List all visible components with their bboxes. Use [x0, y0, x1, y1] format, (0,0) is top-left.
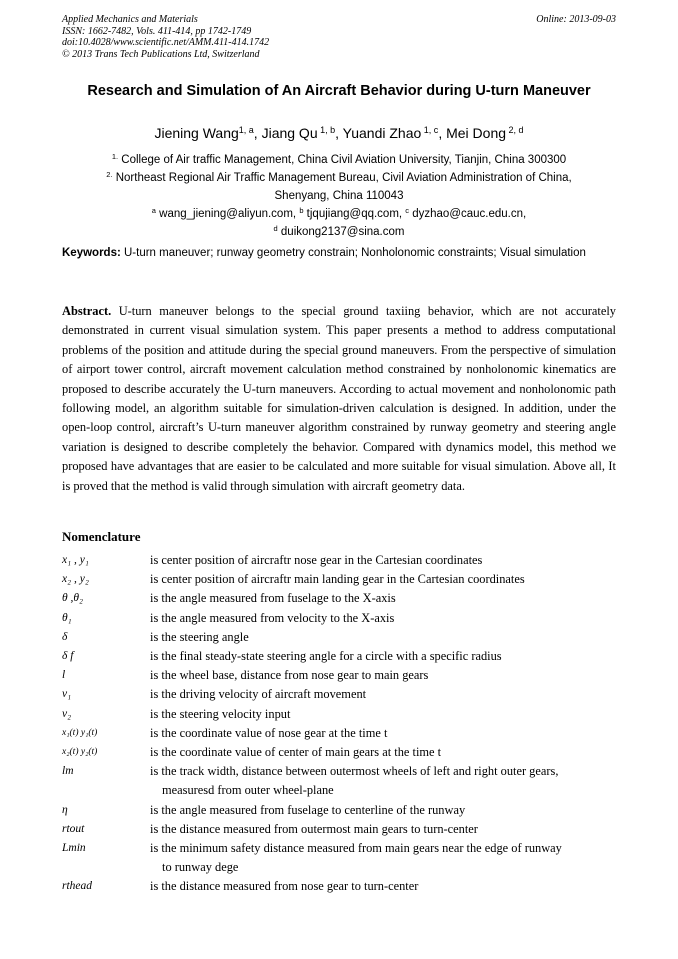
nomenclature-symbol: η [62, 803, 68, 816]
nomenclature-description-text: is the angle measured from fuselage to centerline of the runway [150, 802, 466, 817]
nomenclature-description-text: is the steering velocity input [150, 706, 291, 721]
nomenclature-description-text: is the track width, distance between outermost wheels of left and right outer gears, [150, 764, 559, 779]
nomenclature-row [62, 609, 616, 628]
nomenclature-description [150, 705, 616, 724]
nomenclature-description-text: is the distance measured from nose gear to turn-center [150, 879, 419, 894]
email-address: dyzhao@cauc.edu.cn, [409, 208, 527, 220]
nomenclature-symbol: x₁ , y₁ [62, 554, 89, 566]
nomenclature-description-text: is the coordinate value of center of main gears at the time t [150, 745, 442, 760]
nomenclature-description-text: is the angle measured from velocity to the X-axis [150, 610, 395, 625]
nomenclature-row [62, 762, 616, 800]
author-separator: , [335, 125, 343, 141]
journal-name: Applied Mechanics and Materials [62, 14, 198, 25]
nomenclature-description [150, 724, 616, 743]
nomenclature-symbol: θ ,θ₂ [62, 592, 84, 605]
nomenclature-heading: Nomenclature [62, 529, 141, 544]
author-name: Mei Dong [446, 125, 507, 141]
doi-line: doi:10.4028/www.scientific.net/AMM.411-414.1742 [62, 37, 270, 48]
email-mark: d [273, 224, 278, 233]
nomenclature-description-continuation: measuresd from outer wheel-plane [162, 783, 334, 798]
email-address: wang_jiening@aliyun.com, [155, 208, 300, 220]
nomenclature-row [62, 589, 616, 608]
nomenclature-symbol: rthead [62, 880, 93, 893]
nomenclature-symbol: x₁(t) y₁(t) [62, 727, 98, 738]
email-address: tjqujiang@qq.com, [303, 208, 406, 220]
nomenclature-description [150, 589, 616, 608]
nomenclature-list [62, 551, 616, 897]
author-affiliation-mark: 1, a [238, 125, 254, 135]
nomenclature-description-continuation: to runway dege [162, 860, 239, 875]
nomenclature-description-text: is center position of aircraftr main landing gear in the Cartesian coordinates [150, 572, 525, 587]
nomenclature-description [150, 685, 616, 704]
nomenclature-description-text: is the final steady-state steering angle for a circle with a specific radius [150, 649, 502, 664]
nomenclature-row [62, 820, 616, 839]
nomenclature-description [150, 666, 616, 685]
affiliation-2 [62, 169, 616, 187]
nomenclature-symbol: lm [62, 765, 74, 778]
affiliation-1 [62, 151, 616, 169]
publication-header [62, 14, 616, 60]
author-name: Yuandi Zhao [342, 125, 422, 141]
nomenclature-description-text: is the angle measured from fuselage to the X-axis [150, 591, 396, 606]
author-affiliation-mark: 1, c [421, 125, 439, 135]
email-mark: a [151, 206, 156, 215]
affiliation-text: College of Air traffic Management, China Civil Aviation University, Tianjin, China 300300 [118, 154, 567, 166]
keywords-label: Keywords: [62, 247, 121, 259]
abstract [62, 302, 616, 496]
email-address: duikong2137@sina.com [277, 226, 405, 238]
nomenclature-symbol: δ [62, 630, 68, 643]
author-affiliation-mark: 1, b [317, 125, 336, 135]
email-mark: c [405, 206, 410, 215]
nomenclature-row [62, 570, 616, 589]
affiliation-mark: 1. [111, 152, 119, 161]
nomenclature-description-text: is the distance measured from outermost main gears to turn-center [150, 821, 478, 836]
email-mark: b [299, 206, 304, 215]
nomenclature-row [62, 647, 616, 666]
nomenclature-symbol: ν₁ [62, 688, 72, 701]
online-date: Online: 2013-09-03 [536, 14, 616, 25]
nomenclature-symbol: rtout [62, 822, 85, 835]
keywords [62, 244, 616, 263]
paper-title: Research and Simulation of An Aircraft Behavior during U-turn Maneuver [87, 83, 591, 99]
nomenclature-row [62, 724, 616, 743]
nomenclature-row [62, 801, 616, 820]
nomenclature-symbol: δ f [62, 650, 74, 663]
nomenclature-description-text: is the steering angle [150, 629, 249, 644]
nomenclature-row [62, 877, 616, 896]
nomenclature-description [150, 628, 616, 647]
nomenclature-description [150, 820, 616, 839]
email-line-2 [62, 223, 616, 241]
nomenclature-description [150, 801, 616, 820]
nomenclature-symbol: Lmin [62, 842, 86, 855]
nomenclature-description-text: is the driving velocity of aircraft movement [150, 687, 367, 702]
nomenclature-description-text: is the minimum safety distance measured from main gears near the edge of runway [150, 841, 562, 856]
issn-line: ISSN: 1662-7482, Vols. 411-414, pp 1742-1749 [62, 25, 252, 37]
nomenclature-description [150, 743, 616, 762]
keywords-text: U-turn maneuver; runway geometry constrain; Nonholonomic constraints; Visual simulation [120, 247, 586, 259]
nomenclature-symbol: x₂ , y₂ [62, 573, 89, 586]
nomenclature-row [62, 551, 616, 570]
nomenclature-description [150, 570, 616, 589]
affiliation-2-city: Shenyang, China 110043 [274, 190, 404, 202]
nomenclature-description [150, 609, 616, 628]
nomenclature-description-text: is the wheel base, distance from nose gear to main gears [150, 668, 429, 683]
nomenclature-description [150, 839, 616, 877]
nomenclature-description [150, 877, 616, 896]
nomenclature-description [150, 551, 616, 570]
nomenclature-description [150, 647, 616, 666]
copyright-line: © 2013 Trans Tech Publications Ltd, Switzerland [62, 48, 260, 60]
nomenclature-row [62, 666, 616, 685]
nomenclature-symbol: x₂(t) y₂(t) [62, 747, 98, 758]
nomenclature-row [62, 628, 616, 647]
nomenclature-description [150, 762, 616, 800]
author-separator: , [253, 125, 262, 141]
nomenclature-row [62, 685, 616, 704]
nomenclature-symbol: ν₂ [62, 707, 72, 720]
nomenclature-description-text: is center position of aircraftr nose gear in the Cartesian coordinates [150, 553, 483, 567]
email-line-1 [62, 205, 616, 223]
nomenclature-symbol: l [62, 669, 66, 682]
author-affiliation-mark: 2, d [506, 125, 524, 135]
nomenclature-row [62, 743, 616, 762]
author-name: Jiening Wang [154, 125, 239, 141]
affiliation-mark: 2. [106, 170, 113, 179]
author-list [62, 124, 616, 142]
abstract-text: U-turn maneuver belongs to the special ground taxiing behavior, which are not accurately demonstrated in current visual simulation system. This paper presents a method to address computational problems of the position and attitude during the special ground maneuvers. From the perspective of simulation of airport tower control, aircraft movement calculation method constrained by nonholonomic kinematics are proposed to describe accurately the U-turn maneuvers. According to actual movement and nonholonomic path following model, an algorithm suitable for simulation-driven calculation is designed. In addition, under the open-loop control, aircraft’s U-turn maneuver algorithm constrained by runway geometry and steering angle variation is designed to describe completely the behavior. Compared with dynamics model, this method we proposed have advantages that are easier to be calculated and more suitable for visual simulation. Above all, It is proved that the method is valid through simulation with aircraft geometry data. [62, 304, 616, 493]
nomenclature-row [62, 705, 616, 724]
nomenclature-symbol: θ₁ [62, 611, 72, 624]
author-separator: , [438, 125, 447, 141]
affiliation-text: Northeast Regional Air Traffic Management Bureau, Civil Aviation Administration of China, [112, 172, 572, 184]
author-name: Jiang Qu [261, 125, 318, 141]
nomenclature-description-text: is the coordinate value of nose gear at the time t [150, 725, 388, 740]
abstract-label: Abstract. [62, 304, 112, 318]
nomenclature-row [62, 839, 616, 877]
